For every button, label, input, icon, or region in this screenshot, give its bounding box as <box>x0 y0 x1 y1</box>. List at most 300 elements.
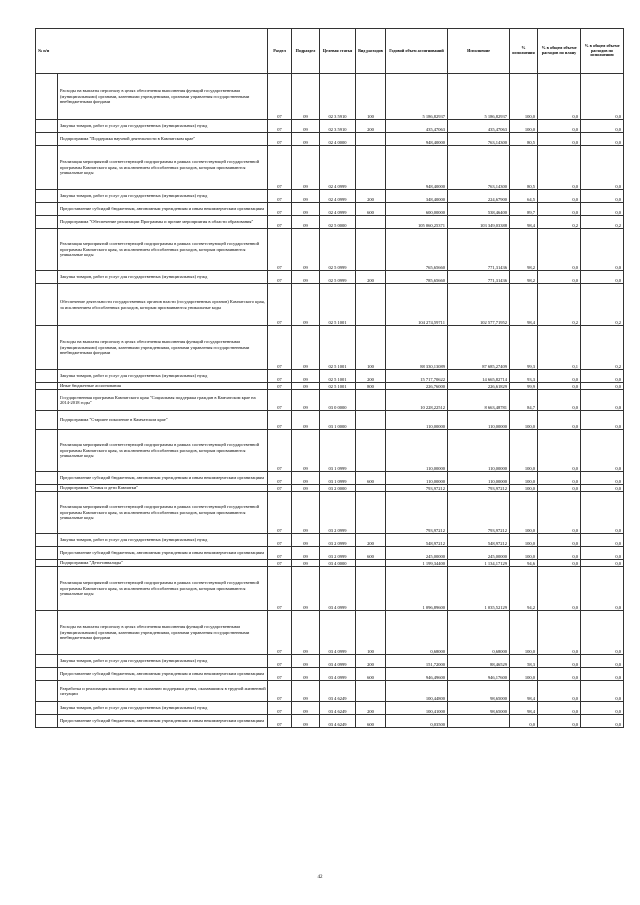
page-number: 42 <box>317 875 323 880</box>
header-annual: Годовой объем ассигнований <box>386 29 448 74</box>
row-annual: 0,03500 <box>386 715 448 728</box>
row-podrazdel: 09 <box>292 655 320 668</box>
row-razdel: 07 <box>268 485 292 492</box>
header-share-plan: % в общем объеме расходов по плану <box>538 29 581 74</box>
row-name: Подпрограмма "Старшее поколение в Камчатском крае" <box>58 411 268 430</box>
row-target: 03 4 6249 <box>320 702 356 715</box>
row-razdel: 07 <box>268 655 292 668</box>
row-share-plan: 0,0 <box>538 492 581 534</box>
row-exec: 793,97212 <box>448 485 510 492</box>
row-share-plan: 0,0 <box>538 74 581 120</box>
row-razdel: 07 <box>268 547 292 560</box>
table-row <box>36 229 624 271</box>
row-vid: 200 <box>356 655 386 668</box>
row-pct: 84,7 <box>510 390 538 411</box>
table-row <box>36 390 624 411</box>
table-row <box>36 383 624 390</box>
row-exec: 0,68000 <box>448 611 510 655</box>
row-vid <box>356 411 386 430</box>
row-share-plan: 0,0 <box>538 534 581 547</box>
row-num <box>36 229 58 271</box>
row-vid: 200 <box>356 370 386 383</box>
row-exec: 245,00000 <box>448 547 510 560</box>
row-share-plan: 0,0 <box>538 370 581 383</box>
row-exec: 1 035,52129 <box>448 567 510 611</box>
row-name: Предоставление субсидий бюджетным, автономным учреждениям и иным некоммерческим организациям <box>58 203 268 216</box>
row-name: Закупка товаров, работ и услуг для государственных (муниципальных) нужд <box>58 271 268 284</box>
row-podrazdel: 09 <box>292 485 320 492</box>
row-share-exec: 0,0 <box>581 383 624 390</box>
row-name: Расходы на выплаты персоналу в целях обеспечения выполнения функций государственными (муниципальными) органами, казенными учреждениями, органами управления государственными внебюджетными фондами <box>58 326 268 370</box>
row-name: Обеспечение деятельности государственных органов власти (государственных органов) Камчатского края, за исключением обособленных расходов, которым присваиваются уникальные коды <box>58 284 268 326</box>
row-podrazdel: 09 <box>292 430 320 472</box>
row-pct: 89,7 <box>510 203 538 216</box>
row-num <box>36 492 58 534</box>
row-pct: 100,0 <box>510 120 538 133</box>
row-razdel: 07 <box>268 492 292 534</box>
row-pct: 98,4 <box>510 284 538 326</box>
row-exec: 103 349,03388 <box>448 216 510 229</box>
row-share-exec: 0,2 <box>581 216 624 229</box>
row-num <box>36 271 58 284</box>
row-podrazdel: 09 <box>292 271 320 284</box>
row-target: 03 1 0999 <box>320 430 356 472</box>
table-row <box>36 611 624 655</box>
row-name: Закупка товаров, работ и услуг для государственных (муниципальных) нужд <box>58 120 268 133</box>
row-exec: 87 685,27409 <box>448 326 510 370</box>
table-row <box>36 668 624 681</box>
row-num <box>36 190 58 203</box>
row-name: Закупка товаров, работ и услуг для государственных (муниципальных) нужд <box>58 190 268 203</box>
row-name: Реализация мероприятий соответствующей подпрограммы в рамках соответствующей государственной программы Камчатского края, за исключением обособленных расходов, которым присваиваются уникальные коды <box>58 567 268 611</box>
row-target: 02 5 0999 <box>320 229 356 271</box>
row-vid: 600 <box>356 547 386 560</box>
row-vid <box>356 216 386 229</box>
row-num <box>36 383 58 390</box>
row-pct: 100,0 <box>510 534 538 547</box>
row-pct: 98,4 <box>510 216 538 229</box>
row-share-plan: 0,0 <box>538 472 581 485</box>
row-target: 02 5 1001 <box>320 370 356 383</box>
table-header-row <box>36 29 624 74</box>
row-pct: 80,5 <box>510 146 538 190</box>
row-target: 02 4 0999 <box>320 146 356 190</box>
table-row <box>36 190 624 203</box>
row-share-exec: 0,0 <box>581 120 624 133</box>
row-razdel: 07 <box>268 611 292 655</box>
row-share-exec: 0,0 <box>581 146 624 190</box>
row-podrazdel: 09 <box>292 370 320 383</box>
row-num <box>36 485 58 492</box>
row-vid <box>356 430 386 472</box>
row-vid: 100 <box>356 74 386 120</box>
row-annual: 0,68000 <box>386 611 448 655</box>
row-name: Иные бюджетные ассигнования <box>58 383 268 390</box>
row-share-plan: 0,0 <box>538 702 581 715</box>
row-razdel: 07 <box>268 370 292 383</box>
row-num <box>36 472 58 485</box>
row-vid: 200 <box>356 534 386 547</box>
row-exec: 763,14300 <box>448 146 510 190</box>
row-num <box>36 203 58 216</box>
table-row <box>36 133 624 146</box>
row-razdel: 07 <box>268 383 292 390</box>
table-row <box>36 271 624 284</box>
row-annual: 1 199,34400 <box>386 560 448 567</box>
row-exec: 14 665,82714 <box>448 370 510 383</box>
row-pct: 100,0 <box>510 485 538 492</box>
row-pct: 100,0 <box>510 430 538 472</box>
row-target: 03 1 0000 <box>320 411 356 430</box>
row-exec: 110,00000 <box>448 430 510 472</box>
row-podrazdel: 09 <box>292 216 320 229</box>
row-annual: 100,41000 <box>386 702 448 715</box>
table-row <box>36 485 624 492</box>
row-share-plan: 0,1 <box>538 326 581 370</box>
row-vid <box>356 492 386 534</box>
row-podrazdel: 09 <box>292 534 320 547</box>
row-share-plan: 0,0 <box>538 485 581 492</box>
row-pct: 98,2 <box>510 271 538 284</box>
row-share-plan: 0,2 <box>538 216 581 229</box>
row-target: 03 1 0999 <box>320 472 356 485</box>
row-target: 03 4 0999 <box>320 567 356 611</box>
row-vid <box>356 229 386 271</box>
row-share-exec: 0,0 <box>581 492 624 534</box>
row-share-exec: 0,0 <box>581 485 624 492</box>
row-exec: 763,14300 <box>448 133 510 146</box>
row-annual: 785,65660 <box>386 271 448 284</box>
row-razdel: 07 <box>268 284 292 326</box>
row-share-exec: 0,2 <box>581 326 624 370</box>
row-vid <box>356 681 386 702</box>
row-target: 03 2 0999 <box>320 547 356 560</box>
table-row <box>36 702 624 715</box>
table-row <box>36 326 624 370</box>
row-annual: 765,65660 <box>386 229 448 271</box>
row-exec: 793,97212 <box>448 492 510 534</box>
row-exec: 1 134,17129 <box>448 560 510 567</box>
row-share-plan: 0,2 <box>538 284 581 326</box>
row-annual: 5 186,82937 <box>386 74 448 120</box>
row-vid <box>356 146 386 190</box>
row-exec <box>448 715 510 728</box>
row-exec: 548,97212 <box>448 534 510 547</box>
row-razdel: 07 <box>268 229 292 271</box>
row-podrazdel: 09 <box>292 284 320 326</box>
row-num <box>36 120 58 133</box>
row-podrazdel: 09 <box>292 326 320 370</box>
row-num <box>36 133 58 146</box>
row-exec: 538,46400 <box>448 203 510 216</box>
row-num <box>36 146 58 190</box>
row-pct: 100,0 <box>510 74 538 120</box>
row-share-exec: 0,0 <box>581 715 624 728</box>
row-podrazdel: 09 <box>292 560 320 567</box>
row-annual: 110,00000 <box>386 411 448 430</box>
row-num <box>36 655 58 668</box>
row-pct: 58,3 <box>510 655 538 668</box>
row-name: Закупка товаров, работ и услуг для государственных (муниципальных) нужд <box>58 534 268 547</box>
row-vid <box>356 133 386 146</box>
row-share-exec: 0,0 <box>581 668 624 681</box>
row-share-exec: 0,0 <box>581 567 624 611</box>
row-share-plan: 0,0 <box>538 681 581 702</box>
row-vid <box>356 485 386 492</box>
table-row <box>36 567 624 611</box>
row-exec: 224,67900 <box>448 190 510 203</box>
row-razdel: 07 <box>268 203 292 216</box>
table-body <box>36 74 624 728</box>
row-share-exec: 0,0 <box>581 611 624 655</box>
row-num <box>36 534 58 547</box>
table-row <box>36 74 624 120</box>
row-pct: 99,9 <box>510 383 538 390</box>
header-vid: Вид расходов <box>356 29 386 74</box>
row-target: 02 5 0999 <box>320 271 356 284</box>
row-target: 02 5 1001 <box>320 326 356 370</box>
row-exec: 226,61829 <box>448 383 510 390</box>
row-annual: 948,40000 <box>386 133 448 146</box>
row-vid: 200 <box>356 702 386 715</box>
row-name: Расходы на выплаты персоналу в целях обеспечения выполнения функций государственными (муниципальными) органами, казенными учреждениями, органами управления государственными внебюджетными фондами <box>58 611 268 655</box>
row-exec: 88,46529 <box>448 655 510 668</box>
row-vid <box>356 390 386 411</box>
row-podrazdel: 09 <box>292 190 320 203</box>
row-pct: 98,2 <box>510 229 538 271</box>
row-share-exec: 0,0 <box>581 74 624 120</box>
row-target: 02 4 0999 <box>320 190 356 203</box>
table-row <box>36 203 624 216</box>
row-razdel: 07 <box>268 146 292 190</box>
row-vid: 100 <box>356 326 386 370</box>
row-target: 03 2 0999 <box>320 534 356 547</box>
row-share-plan: 0,0 <box>538 567 581 611</box>
row-target: 03 2 0999 <box>320 492 356 534</box>
table-row <box>36 492 624 534</box>
row-num <box>36 681 58 702</box>
row-razdel: 07 <box>268 430 292 472</box>
row-razdel: 07 <box>268 216 292 229</box>
row-num <box>36 560 58 567</box>
row-pct: 98,4 <box>510 702 538 715</box>
row-num <box>36 411 58 430</box>
row-podrazdel: 09 <box>292 702 320 715</box>
row-pct: 64,5 <box>510 190 538 203</box>
row-vid: 200 <box>356 120 386 133</box>
row-name: Реализация мероприятий соответствующей подпрограммы в рамках соответствующей государственной программы Камчатского края, за исключением обособленных расходов, которым присваиваются уникальные коды <box>58 146 268 190</box>
row-name: Реализация мероприятий соответствующей подпрограммы в рамках соответствующей государственной программы Камчатского края, за исключением обособленных расходов, которым присваиваются уникальные коды <box>58 229 268 271</box>
row-num <box>36 284 58 326</box>
row-target: 03 4 6249 <box>320 715 356 728</box>
table-row <box>36 430 624 472</box>
row-share-exec: 0,0 <box>581 411 624 430</box>
row-num <box>36 216 58 229</box>
row-name: Предоставление субсидий бюджетным, автономным учреждениям и иным некоммерческим организациям <box>58 668 268 681</box>
table-row <box>36 472 624 485</box>
row-razdel: 07 <box>268 390 292 411</box>
row-exec: 771,31436 <box>448 271 510 284</box>
table-row <box>36 655 624 668</box>
table-row <box>36 216 624 229</box>
row-share-exec: 0,0 <box>581 430 624 472</box>
row-vid: 600 <box>356 715 386 728</box>
row-podrazdel: 09 <box>292 567 320 611</box>
row-share-exec: 0,0 <box>581 472 624 485</box>
row-target: 02 5 1001 <box>320 383 356 390</box>
row-name: Государственная программа Камчатского края "Социальная поддержка граждан в Камчатском крае на 2014-2018 годы" <box>58 390 268 411</box>
row-exec: 771,31436 <box>448 229 510 271</box>
row-target: 03 4 0999 <box>320 611 356 655</box>
row-razdel: 07 <box>268 120 292 133</box>
row-razdel: 07 <box>268 326 292 370</box>
header-razdel: Раздел <box>268 29 292 74</box>
row-razdel: 07 <box>268 411 292 430</box>
row-share-exec: 0,0 <box>581 229 624 271</box>
row-target: 03 4 6249 <box>320 681 356 702</box>
row-podrazdel: 09 <box>292 668 320 681</box>
row-annual: 110,00000 <box>386 430 448 472</box>
header-pct: % исполнения <box>510 29 538 74</box>
header-num: № п/п <box>36 29 268 74</box>
row-pct: 93,3 <box>510 370 538 383</box>
row-share-plan: 0,0 <box>538 229 581 271</box>
table-row <box>36 560 624 567</box>
table-row <box>36 284 624 326</box>
row-exec: 435,47063 <box>448 120 510 133</box>
row-razdel: 07 <box>268 702 292 715</box>
row-pct: 94,2 <box>510 567 538 611</box>
row-name: Подпрограмма "Поддержка научной деятельности в Камчатском крае" <box>58 133 268 146</box>
row-pct: 100,0 <box>510 611 538 655</box>
row-share-plan: 0,0 <box>538 390 581 411</box>
row-share-exec: 0,0 <box>581 655 624 668</box>
row-podrazdel: 09 <box>292 715 320 728</box>
row-pct: 100,0 <box>510 411 538 430</box>
row-share-exec: 0,0 <box>581 547 624 560</box>
row-podrazdel: 09 <box>292 492 320 534</box>
row-name: Предоставление субсидий бюджетным, автономным учреждениям и иным некоммерческим организациям <box>58 715 268 728</box>
row-exec: 8 663,48781 <box>448 390 510 411</box>
row-vid: 600 <box>356 203 386 216</box>
header-target: Целевая статья <box>320 29 356 74</box>
row-vid: 600 <box>356 472 386 485</box>
row-podrazdel: 09 <box>292 146 320 190</box>
row-pct: 100,0 <box>510 472 538 485</box>
row-podrazdel: 09 <box>292 229 320 271</box>
row-annual: 151,72000 <box>386 655 448 668</box>
row-share-plan: 0,0 <box>538 611 581 655</box>
row-target: 02 5 0000 <box>320 216 356 229</box>
row-share-exec: 0,0 <box>581 203 624 216</box>
row-target: 03 4 0999 <box>320 668 356 681</box>
row-share-exec: 0,0 <box>581 271 624 284</box>
row-num <box>36 611 58 655</box>
row-share-plan: 0,0 <box>538 560 581 567</box>
row-annual: 104 274,59711 <box>386 284 448 326</box>
row-vid: 100 <box>356 611 386 655</box>
row-podrazdel: 09 <box>292 203 320 216</box>
row-name: Закупка товаров, работ и услуг для государственных (муниципальных) нужд <box>58 370 268 383</box>
row-pct: 80,5 <box>510 133 538 146</box>
row-share-plan: 0,0 <box>538 203 581 216</box>
row-share-plan: 0,0 <box>538 146 581 190</box>
row-share-plan: 0,0 <box>538 668 581 681</box>
row-exec: 5 186,82937 <box>448 74 510 120</box>
row-razdel: 07 <box>268 534 292 547</box>
row-annual: 1 096,89600 <box>386 567 448 611</box>
row-name: Расходы на выплаты персоналу в целях обеспечения выполнения функций государственными (муниципальными) органами, казенными учреждениями, органами управления государственными внебюджетными фондами <box>58 74 268 120</box>
row-podrazdel: 09 <box>292 120 320 133</box>
row-vid: 200 <box>356 190 386 203</box>
row-razdel: 07 <box>268 271 292 284</box>
row-vid: 600 <box>356 668 386 681</box>
row-exec: 946,17600 <box>448 668 510 681</box>
row-share-exec: 0,2 <box>581 284 624 326</box>
row-vid <box>356 560 386 567</box>
row-razdel: 07 <box>268 472 292 485</box>
row-podrazdel: 09 <box>292 472 320 485</box>
row-annual: 348,40000 <box>386 190 448 203</box>
row-vid <box>356 284 386 326</box>
row-pct: 100,0 <box>510 547 538 560</box>
row-num <box>36 430 58 472</box>
row-target: 03 4 0000 <box>320 560 356 567</box>
table-row <box>36 547 624 560</box>
row-razdel: 07 <box>268 190 292 203</box>
row-name: Реализация мероприятий соответствующей подпрограммы в рамках соответствующей государственной программы Камчатского края, за исключением обособленных расходов, которым присваиваются уникальные коды <box>58 430 268 472</box>
row-annual: 600,00000 <box>386 203 448 216</box>
row-num <box>36 668 58 681</box>
row-annual: 948,40000 <box>386 146 448 190</box>
document-page <box>35 28 623 728</box>
row-num <box>36 567 58 611</box>
row-share-plan: 0,0 <box>538 271 581 284</box>
row-razdel: 07 <box>268 567 292 611</box>
table-row <box>36 146 624 190</box>
row-name: Подпрограмма "Семья и дети Камчатки" <box>58 485 268 492</box>
row-podrazdel: 09 <box>292 74 320 120</box>
row-name: Разработка и реализация комплекса мер по оказанию поддержки детям, оказавшимся в трудной жизненной ситуации <box>58 681 268 702</box>
row-share-plan: 0,0 <box>538 120 581 133</box>
row-podrazdel: 09 <box>292 390 320 411</box>
row-target: 02 4 0999 <box>320 203 356 216</box>
row-pct: 99,3 <box>510 326 538 370</box>
row-annual: 548,97212 <box>386 534 448 547</box>
row-vid: 800 <box>356 383 386 390</box>
row-name: Реализация мероприятий соответствующей подпрограммы в рамках соответствующей государственной программы Камчатского края, за исключением обособленных расходов, которым присваиваются уникальные коды <box>58 492 268 534</box>
header-podrazdel: Подраздел <box>292 29 320 74</box>
row-vid <box>356 567 386 611</box>
row-target: 03 4 0999 <box>320 655 356 668</box>
row-num <box>36 702 58 715</box>
row-annual: 435,47063 <box>386 120 448 133</box>
table-row <box>36 411 624 430</box>
row-razdel: 07 <box>268 715 292 728</box>
row-pct: 94,6 <box>510 560 538 567</box>
row-share-exec: 0,0 <box>581 190 624 203</box>
row-share-exec: 0,0 <box>581 534 624 547</box>
row-podrazdel: 09 <box>292 133 320 146</box>
row-target: 02 5 1001 <box>320 284 356 326</box>
table-row <box>36 715 624 728</box>
row-num <box>36 390 58 411</box>
row-share-plan: 0,0 <box>538 430 581 472</box>
row-num <box>36 74 58 120</box>
row-podrazdel: 09 <box>292 547 320 560</box>
row-name: Подпрограмма "Дети-инвалиды" <box>58 560 268 567</box>
row-share-exec: 0,0 <box>581 370 624 383</box>
